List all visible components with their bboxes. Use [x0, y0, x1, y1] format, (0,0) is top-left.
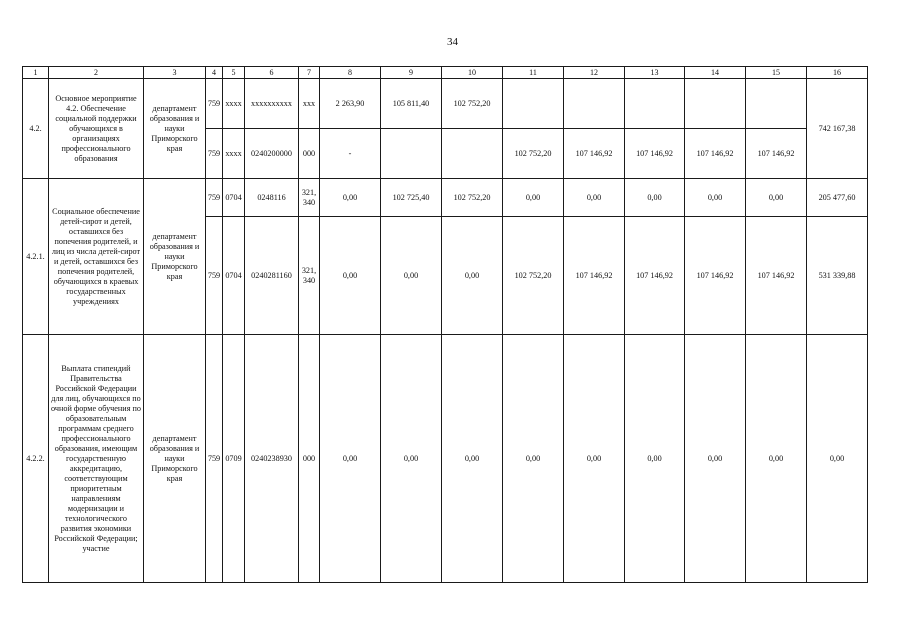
header-cell: 2 [49, 67, 144, 79]
cell-col7: 000 [299, 335, 320, 583]
cell-col15: 0,00 [746, 335, 807, 583]
cell-col4: 759 [206, 217, 223, 335]
program-table [22, 66, 868, 583]
cell-col13: 107 146,92 [625, 217, 685, 335]
cell-col12: 107 146,92 [564, 217, 625, 335]
cell-col5: xxxx [223, 129, 245, 179]
table-row [23, 179, 868, 217]
cell-col9: 102 725,40 [381, 179, 442, 217]
cell-col16: 0,00 [807, 335, 868, 583]
cell-col8: 0,00 [320, 179, 381, 217]
cell-col11: 102 752,20 [503, 217, 564, 335]
cell-col5: 0704 [223, 179, 245, 217]
row-number: 4.2.2. [23, 335, 49, 583]
measure-name: Основное мероприятие 4.2. Обеспечение социальной поддержки обучающихся в организациях профессионального образования [49, 79, 144, 179]
cell-col11: 0,00 [503, 335, 564, 583]
header-cell: 15 [746, 67, 807, 79]
cell-col7: 321, 340 [299, 179, 320, 217]
cell-col5: 0704 [223, 217, 245, 335]
row-number: 4.2.1. [23, 179, 49, 335]
cell-col11: 0,00 [503, 179, 564, 217]
cell-col12: 0,00 [564, 335, 625, 583]
cell-col8: 2 263,90 [320, 79, 381, 129]
header-cell: 5 [223, 67, 245, 79]
header-cell: 14 [685, 67, 746, 79]
cell-col7: xxx [299, 79, 320, 129]
header-cell: 8 [320, 67, 381, 79]
cell-col6: 0248116 [245, 179, 299, 217]
cell-col13 [625, 79, 685, 129]
cell-col14: 107 146,92 [685, 129, 746, 179]
department: департамент образования и науки Приморского края [144, 335, 206, 583]
cell-col11 [503, 79, 564, 129]
cell-col15: 107 146,92 [746, 217, 807, 335]
cell-col9 [381, 129, 442, 179]
cell-col4: 759 [206, 129, 223, 179]
cell-col16: 742 167,38 [807, 79, 868, 179]
header-cell: 16 [807, 67, 868, 79]
cell-col6: 0240200000 [245, 129, 299, 179]
cell-col6: 0240238930 [245, 335, 299, 583]
department: департамент образования и науки Приморского края [144, 179, 206, 335]
cell-col12: 107 146,92 [564, 129, 625, 179]
page-number: 34 [447, 36, 458, 48]
cell-col16: 531 339,88 [807, 217, 868, 335]
header-cell: 9 [381, 67, 442, 79]
cell-col7: 000 [299, 129, 320, 179]
cell-col10: 102 752,20 [442, 79, 503, 129]
header-cell: 12 [564, 67, 625, 79]
cell-col12 [564, 79, 625, 129]
cell-col5: xxxx [223, 79, 245, 129]
cell-col11: 102 752,20 [503, 129, 564, 179]
cell-col8: 0,00 [320, 217, 381, 335]
department: департамент образования и науки Приморского края [144, 79, 206, 179]
cell-col7: 321, 340 [299, 217, 320, 335]
header-cell: 1 [23, 67, 49, 79]
cell-col8: - [320, 129, 381, 179]
row-number: 4.2. [23, 79, 49, 179]
cell-col6: xxxxxxxxxx [245, 79, 299, 129]
cell-col14: 0,00 [685, 335, 746, 583]
measure-name: Выплата стипендий Правительства Российской Федерации для лиц, обучающихся по очной форме обучения по образовательным программам среднего профессионального образования, имеющим государственную аккредитацию, соответствующим приоритетным направлениям модернизации и технологического развития экономики Российской Федерации; участие [49, 335, 144, 583]
table-row [23, 335, 868, 583]
cell-col9: 0,00 [381, 335, 442, 583]
cell-col14: 107 146,92 [685, 217, 746, 335]
header-cell: 13 [625, 67, 685, 79]
header-cell: 3 [144, 67, 206, 79]
cell-col16: 205 477,60 [807, 179, 868, 217]
cell-col13: 0,00 [625, 179, 685, 217]
cell-col13: 107 146,92 [625, 129, 685, 179]
cell-col8: 0,00 [320, 335, 381, 583]
cell-col15 [746, 79, 807, 129]
header-cell: 7 [299, 67, 320, 79]
cell-col4: 759 [206, 335, 223, 583]
cell-col14: 0,00 [685, 179, 746, 217]
cell-col15: 0,00 [746, 179, 807, 217]
header-cell: 4 [206, 67, 223, 79]
cell-col10 [442, 129, 503, 179]
cell-col4: 759 [206, 179, 223, 217]
measure-name: Социальное обеспечение детей-сирот и детей, оставшихся без попечения родителей, и лиц из числа детей-сирот и детей, оставшихся без попечения родителей, обучающихся в краевых государственных учреждениях [49, 179, 144, 335]
header-row [23, 67, 868, 79]
header-cell: 10 [442, 67, 503, 79]
cell-col10: 0,00 [442, 335, 503, 583]
cell-col5: 0709 [223, 335, 245, 583]
header-cell: 6 [245, 67, 299, 79]
cell-col12: 0,00 [564, 179, 625, 217]
cell-col10: 102 752,20 [442, 179, 503, 217]
cell-col14 [685, 79, 746, 129]
cell-col10: 0,00 [442, 217, 503, 335]
header-cell: 11 [503, 67, 564, 79]
cell-col9: 0,00 [381, 217, 442, 335]
cell-col9: 105 811,40 [381, 79, 442, 129]
cell-col4: 759 [206, 79, 223, 129]
cell-col6: 0240281160 [245, 217, 299, 335]
cell-col13: 0,00 [625, 335, 685, 583]
table-row [23, 79, 868, 129]
cell-col15: 107 146,92 [746, 129, 807, 179]
